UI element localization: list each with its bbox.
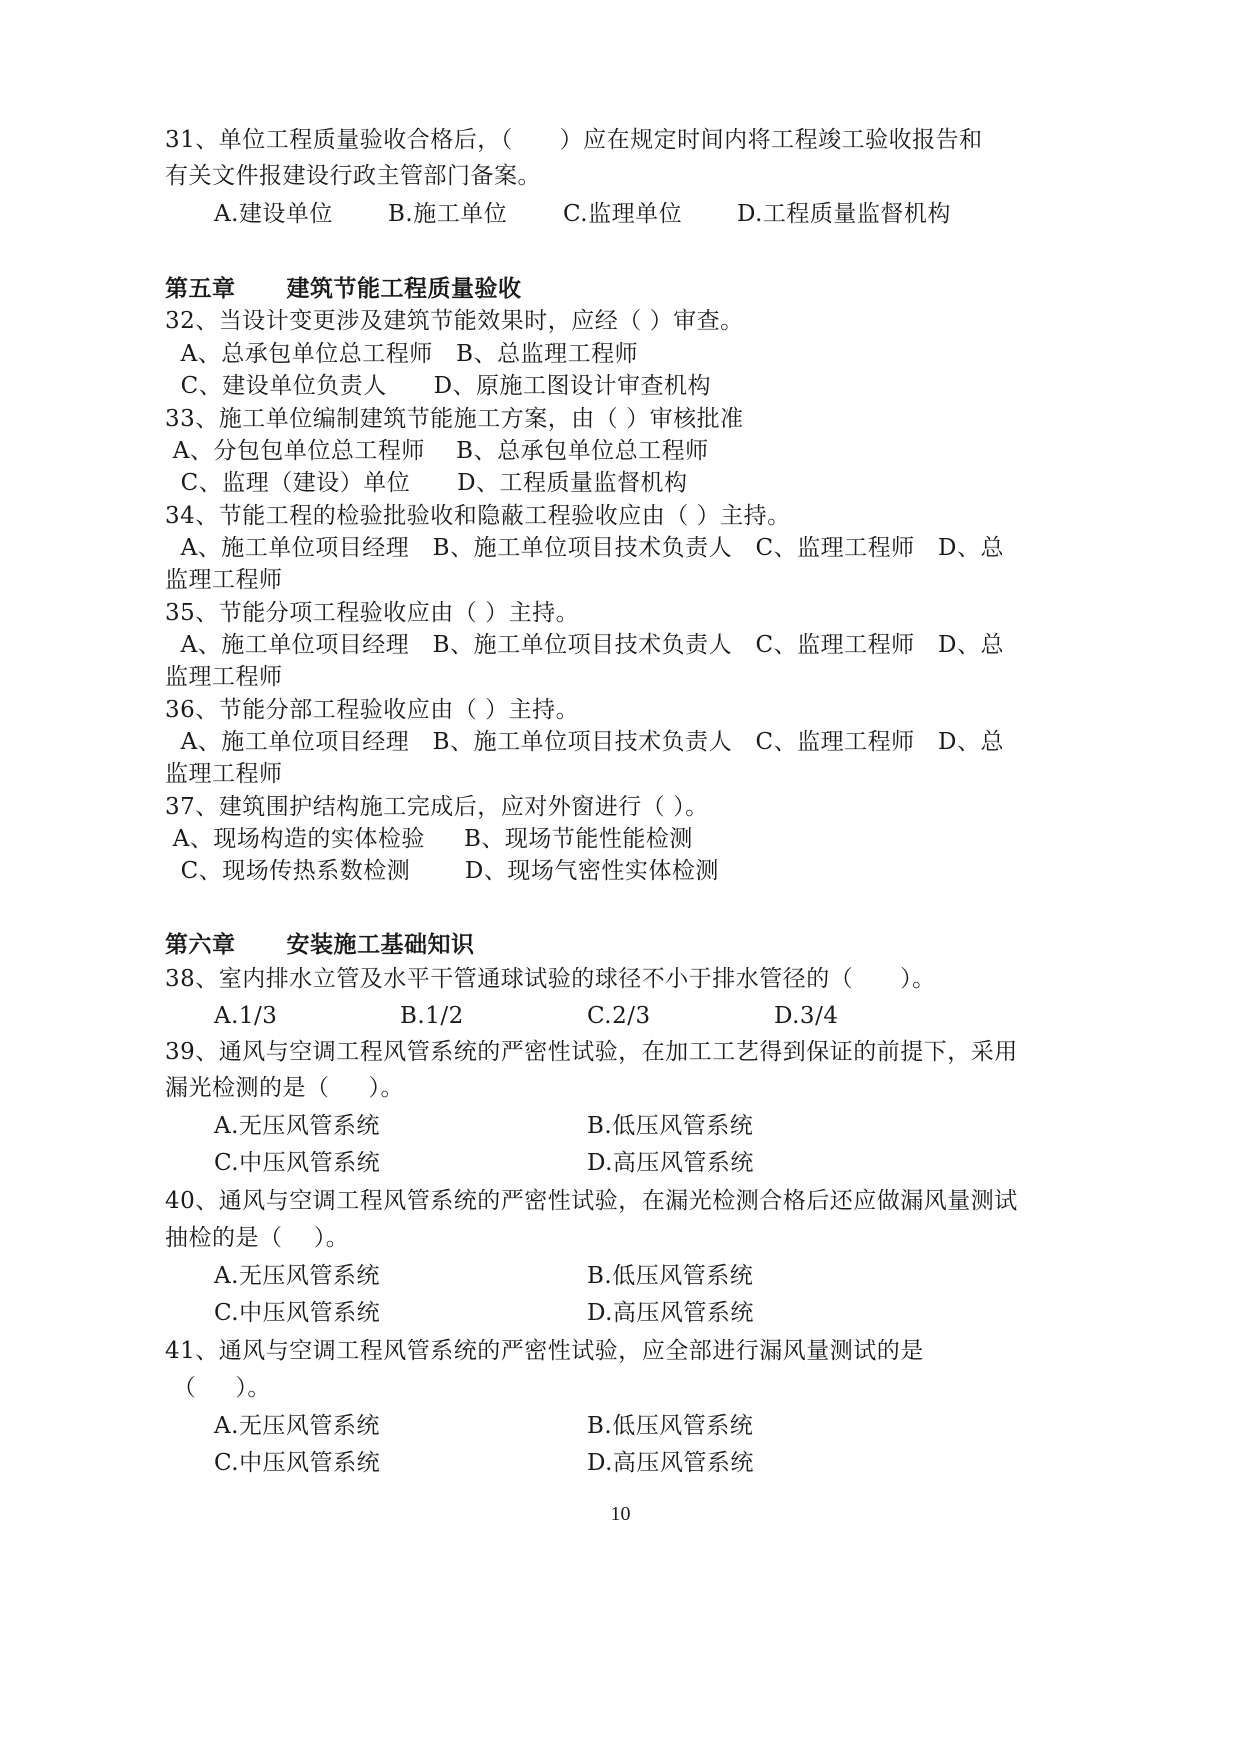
- q40-option-a: A.无压风管系统: [214, 1263, 380, 1289]
- q35-options-line2: 监理工程师: [165, 664, 283, 690]
- q38-option-b: B.1/2: [400, 1003, 464, 1029]
- q39-text-line2: 漏光检测的是（ ）。: [165, 1075, 405, 1101]
- q41-option-b: B.低压风管系统: [587, 1413, 754, 1439]
- q36-text: 36、节能分部工程验收应由（ ）主持。: [165, 697, 580, 723]
- q40-option-c: C.中压风管系统: [214, 1300, 381, 1326]
- q33-text: 33、施工单位编制建筑节能施工方案，由（ ）审核批准: [165, 406, 744, 432]
- q38-text: 38、室内排水立管及水平干管通球试验的球径不小于排水管径的（ ）。: [165, 966, 936, 992]
- q36-options-line2: 监理工程师: [165, 761, 283, 787]
- q33-options-line1: A、分包包单位总工程师 B、总承包单位总工程师: [165, 438, 709, 464]
- q41-option-c: C.中压风管系统: [214, 1450, 381, 1476]
- q40-options-row2: [0, 1297, 1241, 1329]
- q41-text-line2: （ ）。: [165, 1375, 271, 1401]
- q40-text-line1: 40、通风与空调工程风管系统的严密性试验，在漏光检测合格后还应做漏风量测试: [165, 1188, 1018, 1214]
- q31-option-d: D.工程质量监督机构: [737, 201, 951, 227]
- q34-options-line1: A、施工单位项目经理 B、施工单位项目技术负责人 C、监理工程师 D、总: [165, 535, 1004, 561]
- q34-options-line2: 监理工程师: [165, 567, 283, 593]
- chapter6-heading: 第六章 安装施工基础知识: [165, 931, 475, 958]
- q31-option-a: A.建设单位: [214, 201, 333, 227]
- q37-options-line1: A、现场构造的实体检验 B、现场节能性能检测: [165, 826, 693, 852]
- q40-option-d: D.高压风管系统: [587, 1300, 754, 1326]
- q31-text-line2: 有关文件报建设行政主管部门备案。: [165, 163, 541, 189]
- q38-option-c: C.2/3: [587, 1003, 651, 1029]
- q38-options: [0, 1000, 1241, 1032]
- q33-options-line2: C、监理（建设）单位 D、工程质量监督机构: [165, 470, 688, 496]
- chapter5-heading: 第五章 建筑节能工程质量验收: [165, 275, 522, 302]
- q39-option-a: A.无压风管系统: [214, 1113, 380, 1139]
- q37-text: 37、建筑围护结构施工完成后，应对外窗进行（ ）。: [165, 794, 709, 820]
- q40-text-line2: 抽检的是（ ）。: [165, 1225, 350, 1251]
- q37-options-line2: C、现场传热系数检测 D、现场气密性实体检测: [165, 858, 719, 884]
- q41-text-line1: 41、通风与空调工程风管系统的严密性试验，应全部进行漏风量测试的是: [165, 1338, 924, 1364]
- q40-options-row1: [0, 1260, 1241, 1292]
- q31-option-b: B.施工单位: [388, 201, 508, 227]
- q39-option-b: B.低压风管系统: [587, 1113, 754, 1139]
- q41-options-row2: [0, 1447, 1241, 1479]
- q39-text-line1: 39、通风与空调工程风管系统的严密性试验，在加工工艺得到保证的前提下，采用: [165, 1039, 1018, 1065]
- q31-options: [0, 198, 1241, 230]
- q41-option-a: A.无压风管系统: [214, 1413, 380, 1439]
- q41-options-row1: [0, 1410, 1241, 1442]
- page-number: 10: [610, 1503, 631, 1525]
- q38-option-d: D.3/4: [774, 1003, 839, 1029]
- q31-text-line1: 31、单位工程质量验收合格后，（ ）应在规定时间内将工程竣工验收报告和: [165, 127, 983, 153]
- q31-option-c: C.监理单位: [563, 201, 683, 227]
- q32-options-line2: C、建设单位负责人 D、原施工图设计审查机构: [165, 373, 712, 399]
- q39-options-row1: [0, 1110, 1241, 1142]
- q39-option-c: C.中压风管系统: [214, 1150, 381, 1176]
- q32-options-line1: A、总承包单位总工程师 B、总监理工程师: [165, 341, 639, 367]
- q41-option-d: D.高压风管系统: [587, 1450, 754, 1476]
- q36-options-line1: A、施工单位项目经理 B、施工单位项目技术负责人 C、监理工程师 D、总: [165, 729, 1004, 755]
- q38-option-a: A.1/3: [214, 1003, 278, 1029]
- q39-options-row2: [0, 1147, 1241, 1179]
- q32-text: 32、当设计变更涉及建筑节能效果时，应经（ ）审查。: [165, 308, 744, 334]
- q35-text: 35、节能分项工程验收应由（ ）主持。: [165, 600, 580, 626]
- q40-option-b: B.低压风管系统: [587, 1263, 754, 1289]
- q39-option-d: D.高压风管系统: [587, 1150, 754, 1176]
- q34-text: 34、节能工程的检验批验收和隐蔽工程验收应由（ ）主持。: [165, 503, 791, 529]
- q35-options-line1: A、施工单位项目经理 B、施工单位项目技术负责人 C、监理工程师 D、总: [165, 632, 1004, 658]
